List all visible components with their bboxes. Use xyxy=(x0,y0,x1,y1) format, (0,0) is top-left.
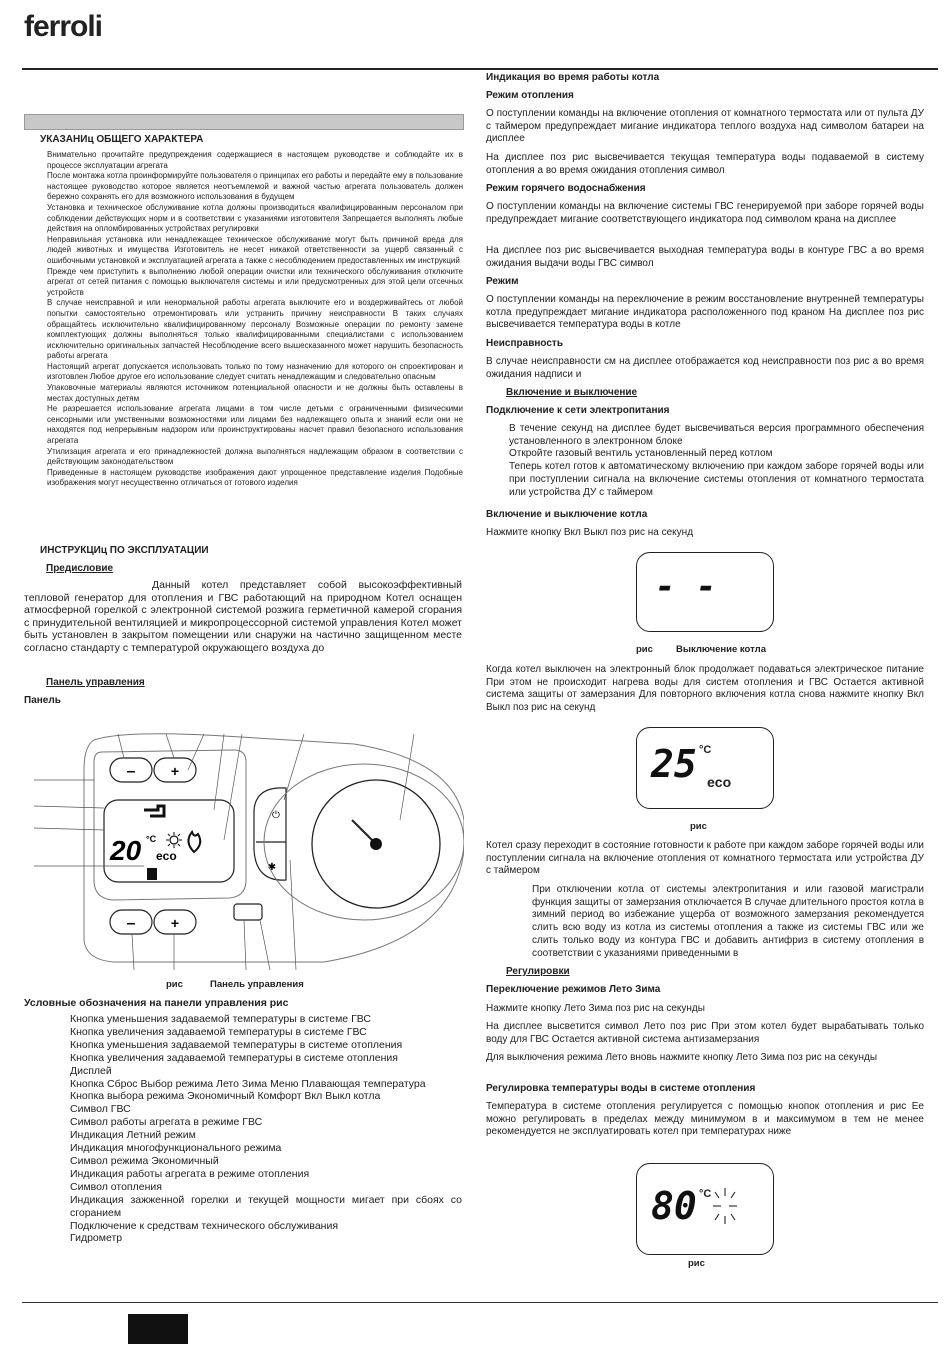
sun-flash-icon xyxy=(711,1186,741,1226)
fig-on-caption: рис xyxy=(690,821,707,832)
fault-text: В случае неисправности см на дисплее отображается код неисправности поз рис а во время ожидания надписи и xyxy=(486,356,924,380)
legend-item: Кнопка уменьшения задаваемой температуры в системе отопления xyxy=(70,1038,403,1051)
header-rule xyxy=(22,68,938,70)
legend-item: Гидрометр xyxy=(70,1232,123,1245)
power-step: Откройте газовый вентиль установленный перед котлом xyxy=(509,448,773,460)
legend-item: Кнопка Сброс Выбор режима Лето Зима Меню Плавающая температура xyxy=(70,1077,426,1090)
brand-logo: ferroli xyxy=(24,10,103,43)
legend-item: Символ ГВС xyxy=(70,1103,131,1116)
general-warning-item: Внимательно прочитайте предупреждения содержащиеся в настоящем руководстве и соблюдайте их в процессе эксплуатации агрегата xyxy=(47,150,463,170)
general-warning-item: Прежде чем приступить к выполнению любой операции очистки или технического обслуживания отключите агрегат от сетей питания с помощью выключателя системы и или предусмотренных для этой цели отсечных устройств xyxy=(47,266,463,297)
power-heading: Подключение к сети электропитания xyxy=(486,405,670,416)
general-warning-item: Упаковочные материалы являются источником потенциальной опасности и не должны быть оставлены в местах доступных детям xyxy=(47,383,463,403)
general-warning-item: Утилизация агрегата и его принадлежностей должна выполняться надлежащим образом в соответствии с действующим законодательством xyxy=(47,446,463,467)
lcd-on-eco: eco xyxy=(707,774,732,790)
legend-item: Кнопка увеличения задаваемой температуры в системе отопления xyxy=(70,1051,398,1064)
legend-item: Кнопка уменьшения задаваемой температуры в системе ГВС xyxy=(70,1013,371,1025)
mode-heading: Режим xyxy=(486,276,519,287)
operation-heading: Индикация во время работы котла xyxy=(486,72,660,83)
legend-heading: Условные обозначения на панели управления рис xyxy=(24,997,289,1009)
summer-display-text: На дисплее высветится символ Лето поз рис При этом котел будет вырабатывать только воду для ГВС Остается активной система антизамерзания xyxy=(486,1021,924,1045)
control-panel-heading: Панель управления xyxy=(46,677,145,688)
heating-display-text: На дисплее поз рис высвечивается текущая температура воды подаваемой в систему отопления а во время ожидания отопления символ xyxy=(486,152,924,176)
dhw-display-text: На дисплее поз рис высвечивается выходная температура воды в контуре ГВС а во время ожидания выдачи воды ГВС символ xyxy=(486,245,924,269)
adjust-section-heading: Регулировки xyxy=(506,966,570,977)
press-onoff-text: Нажмите кнопку Вкл Выкл поз рис на секунд xyxy=(486,527,694,538)
on-text: Котел сразу переходит в состояние готовности к работе при каждом заборе горячей воды или поступлении сигнала на включение отопления от комнатного термостата или устройства ДУ с таймером xyxy=(486,840,924,877)
control-panel-diagram xyxy=(24,730,464,970)
lcd-on-temp: 25 xyxy=(651,742,697,786)
panel-caption-fig: рис xyxy=(166,979,183,990)
panel-lcd-temp: 20 xyxy=(110,835,142,866)
legend-item: Индикация зажженной горелки и текущей мощности мигает при сбоях со сгоранием xyxy=(70,1193,462,1219)
legend-item: Индикация многофункционального режима xyxy=(70,1142,282,1155)
general-warning-item: Настоящий агрегат допускается использовать только по тому назначению для которого он спроектирован и изготовлен Любое другое его использование следует считать ненадлежащим и следовательно опасным xyxy=(47,361,463,382)
lcd-heat-unit: °C xyxy=(699,1188,712,1200)
dhw-mode-text: О поступлении команды на включение системы ГВС генерируемой при заборе горячей воды предупреждает мигание соответствующего индикатора под символом крана на дисплее xyxy=(486,201,924,225)
legend-item: Символ отопления xyxy=(70,1180,162,1193)
svg-text:–: – xyxy=(126,915,136,932)
panel-caption: Панель управления xyxy=(210,979,304,990)
general-warning-item: Приведенные в настоящем руководстве изображения дают упрощенное представление изделия Подобные изображения могут несущественно отличаться от готового изделия xyxy=(47,467,463,488)
lcd-heat-temp: 80 xyxy=(651,1184,697,1228)
legend-item: Подключение к средствам технического обслуживания xyxy=(70,1219,339,1232)
svg-text:⏻: ⏻ xyxy=(272,810,280,821)
heating-mode-text: О поступлении команды на включение отопления от комнатного термостата или от пульта ДУ с таймером предупреждает мигание индикатора теплого воздуха над символом батареи на дисплее xyxy=(486,108,924,145)
lcd-off-digits: - - xyxy=(655,567,717,607)
heating-temp-heading: Регулировка температуры воды в системе отопления xyxy=(486,1083,756,1094)
heating-temp-text: Температура в системе отопления регулируется с помощью кнопок отопления и рис Ее можно регулировать в пределах между минимумом в и максимумом в тем не менее рекомендуется не эксплуатировать котел при температурах ниже xyxy=(486,1101,924,1138)
general-heading: УКАЗАНИц ОБЩЕГО ХАРАКТЕРА xyxy=(40,134,204,145)
press-summer-text: Нажмите кнопку Лето Зима поз рис на секунды xyxy=(486,1003,705,1014)
panel-lcd-eco: eco xyxy=(156,849,177,863)
legend-item: Индикация Летний режим xyxy=(70,1129,196,1142)
svg-text:✱: ✱ xyxy=(267,862,277,873)
fig-off-caption: Выключение котла xyxy=(676,644,766,655)
power-step: В течение секунд на дисплее будет высвечиваться версия программного обеспечения установленного в электронном блоке xyxy=(509,423,924,447)
boiler-onoff-heading: Включение и выключение котла xyxy=(486,509,648,520)
general-warning-item: Не разрешается использование агрегата лицами в том числе детьми с ограниченными физическими сенсорными или умственными возможностями или лицами без надлежащего опыта и знаний если они не находятся под непрерывным надзором или проинструктированы насчет правил безопасного использования агрегата xyxy=(47,404,463,446)
svg-text:–: – xyxy=(126,763,136,780)
lcd-off-display xyxy=(636,552,774,632)
panel-label: Панель xyxy=(24,695,61,706)
legend-item: Кнопка увеличения задаваемой температуры в системе ГВС xyxy=(70,1025,367,1038)
general-warnings xyxy=(47,150,463,489)
switch-heading: Переключение режимов Лето Зима xyxy=(486,984,661,995)
panel-lcd-unit: °C xyxy=(146,834,157,844)
preface-text: Данный котел представляет собой высокоэффективный тепловой генератор для отопления и ГВС работающий на природном Котел оснащен атмосферной горелкой с электронной системой розжига герметичной камерой сгорания с принудительной вентиляцией и микропроцессорной системой управления Котел может быть установлен в закрытом помещении или снаружи на частично защищенном месте согласно стандарту с температурой окружающего воздуха до xyxy=(24,579,462,654)
general-warning-item: Установка и техническое обслуживание котла должны производиться квалифицированным персоналом при соблюдении действующих норм и в соответствии с указаниями изготовителя Запрещается выполнять любые действия на опломбированных устройствах регулировки xyxy=(47,202,463,234)
svg-text:+: + xyxy=(170,763,180,779)
svg-text:+: + xyxy=(170,915,180,931)
power-step: Теперь котел готов к автоматическому включению при каждом заборе горячей воды или при поступлении сигнала на включение системы отопления от комнатного термостата или устройства ДУ с таймером xyxy=(509,461,924,498)
general-warning-item: Неправильная установка или ненадлежащее техническое обслуживание могут быть причиной вреда для людей животных и имущества Изготовитель не несет никакой ответственности за ущерб связанный с ошибочными установкой и эксплуатацией агрегата а также с несоблюдением предоставленных им инструкций xyxy=(47,234,463,265)
power-steps xyxy=(509,423,924,499)
mode-text: О поступлении команды на переключение в режим восстановление внутренней температуры котла предупреждает мигание индикатора расположенного под краном На дисплее поз рис высвечивается температура воды в котле xyxy=(486,294,924,331)
page-number-tab xyxy=(128,1314,188,1344)
legend-item: Кнопка выбора режима Экономичный Комфорт Вкл Выкл котла xyxy=(70,1090,381,1103)
section-bar xyxy=(24,114,464,130)
fig-off-caption-fig: рис xyxy=(636,644,653,655)
general-warning-item: В случае неисправной и или ненормальной работы агрегата выключите его и воздерживайтесь от любой попытки самостоятельно отремонтировать или устранить причину неисправности В таких случаях обращайтесь исключительно квалифицированному персоналу Возможные операции по ремонту замене комплектующих должны выполняться только квалифицированными специалистами с использованием исключительно оригинальных запчастей Несоблюдение всего вышесказанного может нарушить безопасность работы агрегата xyxy=(47,298,463,361)
legend-item: Дисплей xyxy=(70,1064,112,1077)
fault-heading: Неисправность xyxy=(486,338,563,349)
summer-off-text: Для выключения режима Лето вновь нажмите кнопку Лето Зима поз рис на секунды xyxy=(486,1052,878,1063)
legend-item: Индикация работы агрегата в режиме отопления xyxy=(70,1167,310,1180)
lcd-on-display xyxy=(636,727,774,809)
off-text: Когда котел выключен на электронный блок продолжает подаваться электрическое питание При этом не происходит нагрева воды для систем отопления и ГВС Остается активной система защиты от замерзания Для повторного включения котла снова нажмите кнопку Вкл Выкл поз рис на секунд xyxy=(486,664,924,714)
footer-rule xyxy=(22,1302,938,1303)
legend-list xyxy=(70,1013,462,1245)
legend-item: Символ режима Экономичный xyxy=(70,1154,219,1167)
lcd-heat-display xyxy=(636,1163,774,1255)
heating-mode-heading: Режим отопления xyxy=(486,90,574,101)
dhw-mode-heading: Режим горячего водоснабжения xyxy=(486,183,646,194)
note-text: При отключении котла от системы электропитания и или газовой магистрали функция защиты от замерзания отключается В случае длительного простоя котла в зимний период во избежание ущерба от возможного замерзания рекомендуется слить всю воду из котла из системы отопления а также из системы ГВС или же слить только воду из контура ГВС и добавить антифриз в систему отопления в соответствии с указаниями приведенными в xyxy=(532,884,924,959)
general-warning-item: После монтажа котла проинформируйте пользователя о принципах его работы и передайте ему в пользование настоящее руководство которое является неотъемлемой и важной частью агрегата пользователь должен бережно сохранять его для возможного использования в будущем xyxy=(47,171,463,202)
onoff-section-heading: Включение и выключение xyxy=(506,387,638,398)
instructions-heading: ИНСТРУКЦИц ПО ЭКСПЛУАТАЦИИ xyxy=(40,545,209,556)
fig-heat-caption: рис xyxy=(688,1258,705,1269)
preface-heading: Предисловие xyxy=(46,563,114,574)
legend-item: Символ работы агрегата в режиме ГВС xyxy=(70,1116,263,1129)
lcd-on-unit: °C xyxy=(699,744,712,756)
